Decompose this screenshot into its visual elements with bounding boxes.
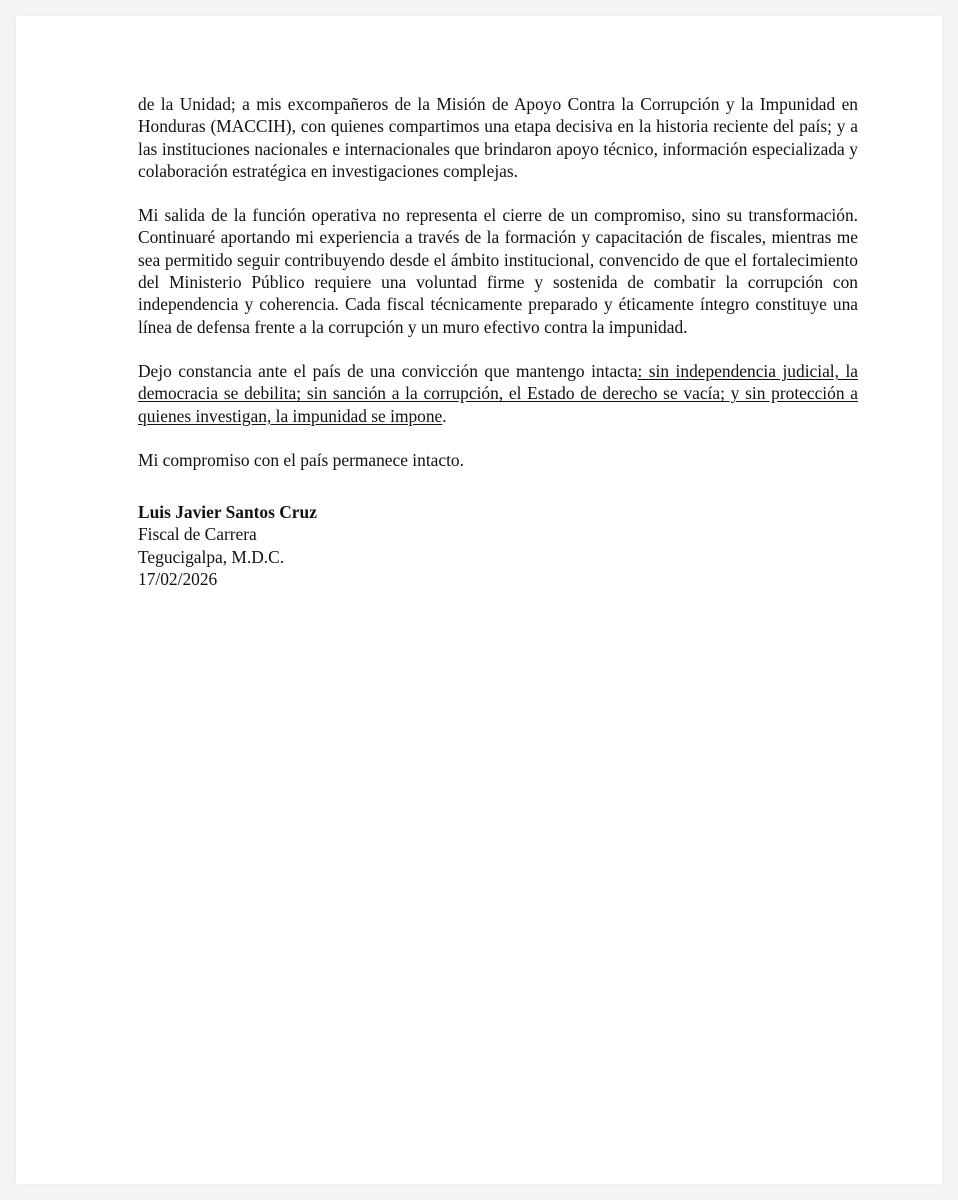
letter-body <box>138 93 858 590</box>
signature-date: 17/02/2026 <box>138 569 218 590</box>
signatory-name: Luis Javier Santos Cruz <box>138 502 317 523</box>
signature-block <box>138 501 858 590</box>
paragraph-conviction <box>138 360 858 427</box>
paragraph-closing: Mi compromiso con el país permanece intacto. <box>138 449 464 470</box>
conviction-underlined: : sin independencia judicial, la democracia se debilita; sin sanción a la corrupción, el Estado de derecho se vacía; y sin protección a quienes investigan, la impunidad se impone <box>138 360 859 426</box>
conviction-lead: Dejo constancia ante el país de una convicción que mantengo intacta <box>138 360 638 381</box>
paragraph-acknowledgements: de la Unidad; a mis excompañeros de la Misión de Apoyo Contra la Corrupción y la Impunidad en Honduras (MACCIH), con quienes compartimos una etapa decisiva en la historia reciente del país; y a las instituciones nacionales e internacionales que brindaron apoyo técnico, información especializada y colaboración estratégica en investigaciones complejas. <box>138 94 858 181</box>
paragraph-transition: Mi salida de la función operativa no representa el cierre de un compromiso, sino su transformación. Continuaré aportando mi experiencia a través de la formación y capacitación de fiscales, mientras me sea permitido seguir contribuyendo desde el ámbito institucional, convencido de que el fortalecimiento del Ministerio Público requiere una voluntad firme y sostenida de combatir la corrupción con independencia y coherencia. Cada fiscal técnicamente preparado y éticamente íntegro constituye una línea de defensa frente a la corrupción y un muro efectivo contra la impunidad. <box>138 205 858 337</box>
document-page <box>16 16 942 1184</box>
signatory-title: Fiscal de Carrera <box>138 524 257 545</box>
conviction-end: . <box>442 405 447 426</box>
signature-place: Tegucigalpa, M.D.C. <box>138 546 285 567</box>
